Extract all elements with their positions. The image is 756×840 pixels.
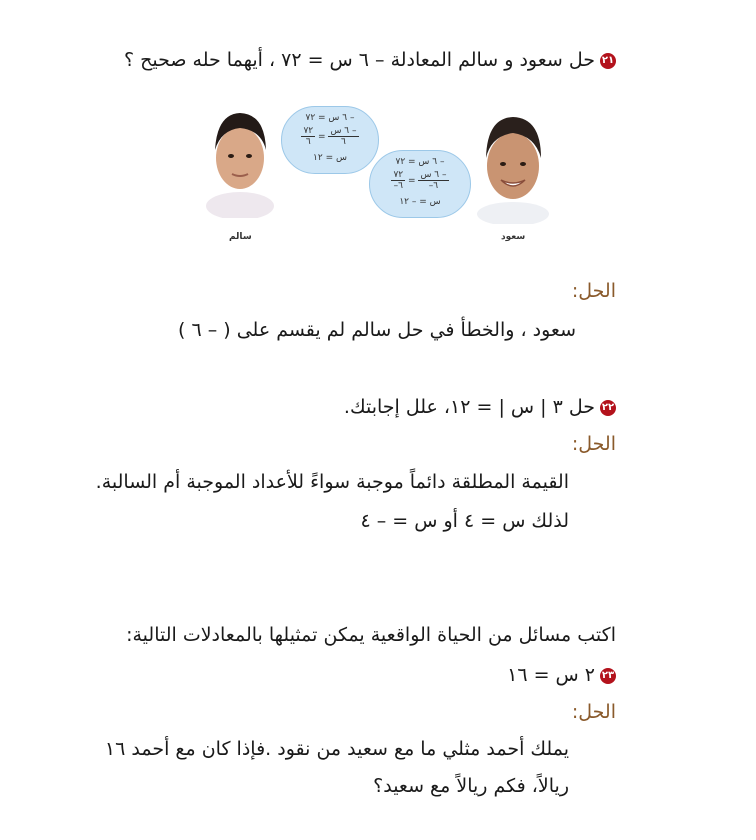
saud-equals: = bbox=[408, 176, 416, 186]
salem-line-3: س = ١٢ bbox=[313, 153, 347, 163]
problem-22-text: حل ٣ | س | = ١٢، علل إجابتك. bbox=[343, 396, 595, 418]
salem-caption: سالم bbox=[229, 232, 252, 242]
section-intro: اكتب مسائل من الحياة الواقعية يمكن تمثيلها بالمعادلات التالية: bbox=[126, 624, 616, 646]
problem-21-number-badge: ٢١ bbox=[600, 53, 616, 69]
problem-23-text: ٢ س = ١٦ bbox=[507, 664, 595, 686]
problem-22-solution-line-2: لذلك س = ٤ أو س = – ٤ bbox=[360, 510, 569, 532]
saud-fraction-left: $\frac{\text{– ٦ س}}{٦-}$ bbox=[420, 170, 447, 191]
problem-22-statement bbox=[344, 393, 616, 421]
problem-22-number-badge: ٢٢ bbox=[600, 400, 616, 416]
problem-23-solution-line-2: ريالاً، فكم ريالاً مع سعيد؟ bbox=[373, 775, 569, 797]
problem-21-solution: سعود ، والخطأ في حل سالم لم يقسم على ( – ٦ ) bbox=[178, 319, 576, 341]
problem-23-solution-line-1: يملك أحمد مثلي ما مع سعيد من نقود .فإذا كان مع أحمد ١٦ bbox=[104, 738, 569, 760]
saud-photo bbox=[475, 114, 551, 224]
illustration-students bbox=[195, 100, 565, 250]
problem-23-number-badge: ٢٣ bbox=[600, 668, 616, 684]
saud-speech-bubble bbox=[369, 150, 471, 218]
salem-line-1: – ٦ س = ٧٢ bbox=[305, 113, 355, 123]
saud-caption: سعود bbox=[501, 232, 526, 242]
problem-21-statement bbox=[124, 46, 616, 74]
salem-photo bbox=[205, 108, 275, 218]
problem-23-solution-label: الحل: bbox=[571, 701, 616, 723]
problem-21-text: حل سعود و سالم المعادلة – ٦ س = ٧٢ ، أيهما حله صحيح ؟ bbox=[123, 49, 595, 71]
salem-fraction-right: $\frac{٧٢}{٦}$ bbox=[303, 126, 314, 147]
saud-line-3: س = – ١٢ bbox=[399, 197, 441, 207]
saud-line-1: – ٦ س = ٧٢ bbox=[395, 157, 445, 167]
problem-22-solution-label: الحل: bbox=[571, 433, 616, 455]
problem-23-statement bbox=[507, 661, 616, 689]
salem-speech-bubble bbox=[281, 106, 379, 174]
salem-equals: = bbox=[318, 132, 326, 142]
problem-22-solution-line-1: القيمة المطلقة دائماً موجبة سواءً للأعداد الموجبة أم السالبة. bbox=[95, 471, 569, 493]
saud-fraction-right: $\frac{٧٢}{٦-}$ bbox=[393, 170, 404, 191]
problem-21-solution-label: الحل: bbox=[571, 280, 616, 302]
salem-fraction-left: $\frac{\text{– ٦ س}}{٦}$ bbox=[330, 126, 357, 147]
